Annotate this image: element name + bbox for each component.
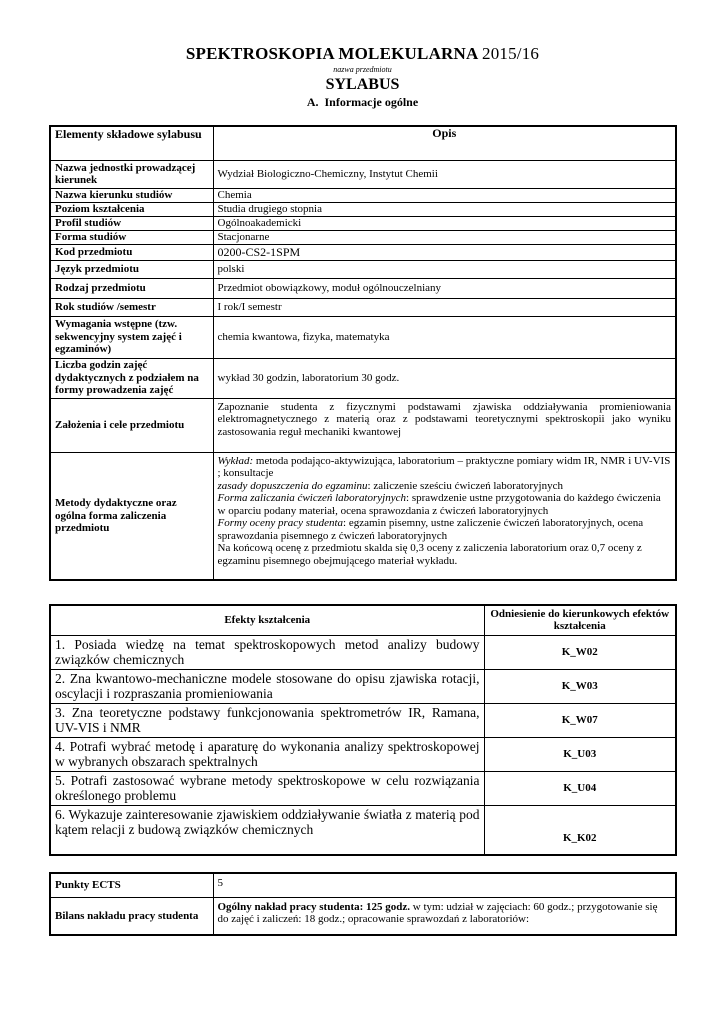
row-value: I rok/I semestr [213, 298, 676, 316]
row-label: Rok studiów /semestr [50, 298, 213, 316]
ects-points-value: 5 [213, 873, 676, 897]
table-row [50, 358, 676, 398]
table-row [50, 316, 676, 358]
row-value: Studia drugiego stopnia [213, 202, 676, 216]
row-label: Forma studiów [50, 230, 213, 244]
outcome-text: 6. Wykazuje zainteresowanie zjawiskiem oddziaływanie światła z materią pod kątem relacji z budową związków chemicznych [50, 805, 484, 855]
ects-points-label: Punkty ECTS [50, 873, 213, 897]
lecture-text: metoda podająco-aktywizująca, laboratorium – praktyczne pomiary widm IR, NMR i UV-VIS ; konsultacje [217, 454, 671, 479]
row-label: Profil studiów [50, 216, 213, 230]
row-label: Język przedmiotu [50, 260, 213, 278]
course-title-text: SPEKTROSKOPIA MOLEKULARNA [185, 44, 478, 63]
row-value: Wydział Biologiczno-Chemiczny, Instytut Chemii [213, 160, 676, 188]
exam-admission-text: : zaliczenie sześciu ćwiczeń laboratoryjnych [367, 479, 563, 492]
methods-description [213, 452, 676, 580]
lab-credit-text: : sprawdzenie ustne przygotowania do każdego ćwiczenia w oparciu podany materiał, ocena sprawozdania z ćwiczeń laboratoryjnych [217, 492, 661, 517]
final-grade-text: Na końcową ocenę z przedmiotu skalda się 0,3 oceny z zaliczenia laboratorium oraz 0,7 oceny z egzaminu pisemnego obejmującego materiał wykładu. [217, 542, 642, 567]
table-row [50, 278, 676, 298]
lecture-label: Wykład: [217, 454, 254, 467]
outcome-code: K_W03 [484, 669, 676, 703]
row-value: polski [213, 260, 676, 278]
row-label: Wymagania wstępne (tzw. sekwencyjny system zajęć i egzaminów) [50, 316, 213, 358]
table-row [50, 897, 676, 935]
row-value: Ogólnoakademicki [213, 216, 676, 230]
row-value: chemia kwantowa, fizyka, matematyka [213, 316, 676, 358]
row-value: Stacjonarne [213, 230, 676, 244]
header-elements: Elementy składowe sylabusu [50, 126, 213, 160]
row-value: wykład 30 godzin, laboratorium 30 godz. [213, 358, 676, 398]
table-row [50, 703, 676, 737]
table-row [50, 230, 676, 244]
row-label: Poziom kształcenia [50, 202, 213, 216]
outcome-code: K_U04 [484, 771, 676, 805]
row-value: Chemia [213, 188, 676, 202]
table-row [50, 260, 676, 278]
header-outcomes: Efekty kształcenia [50, 605, 484, 635]
table-header-row [50, 126, 676, 160]
outcome-code: K_W02 [484, 635, 676, 669]
workload-breakdown: w tym: udział w zajęciach: 60 godz.; przygotowanie się do zajęć i zaliczeń: 18 godz.; opracowanie sprawozdań z laboratoriów: [217, 900, 658, 925]
row-label: Nazwa jednostki prowadzącej kierunek [50, 160, 213, 188]
row-value: Zapoznanie studenta z fizycznymi podstawami zjawiska oddziaływania promieniowania elektromagnetycznego z materią oraz z podstawami teoretycznymi spektroskopii jako wyniku zastosowania reguł mechaniki kwantowej [213, 398, 676, 452]
table-row [50, 244, 676, 260]
course-name-note: nazwa przedmiotu [333, 65, 392, 74]
table-row [50, 737, 676, 771]
outcomes-header-row [50, 605, 676, 635]
document-type: SYLABUS [325, 76, 400, 93]
row-value: Przedmiot obowiązkowy, moduł ogólnouczelniany [213, 278, 676, 298]
lab-credit-label: Forma zaliczania ćwiczeń laboratoryjnych [217, 492, 407, 504]
methods-label: Metody dydaktyczne oraz ogólna forma zaliczenia przedmiotu [50, 452, 213, 580]
outcome-text: 4. Potrafi wybrać metodę i aparaturę do wykonania analizy spektroskopowej w wybranych obszarach spektralnych [50, 737, 484, 771]
row-label: Rodzaj przedmiotu [50, 278, 213, 298]
methods-row [50, 452, 676, 580]
row-label: Kod przedmiotu [50, 244, 213, 260]
outcome-code: K_K02 [484, 805, 676, 855]
outcome-text: 2. Zna kwantowo-mechaniczne modele stosowane do opisu zjawiska rotacji, oscylacji i rozpraszania promieniowania [50, 669, 484, 703]
table-row [50, 202, 676, 216]
table-row [50, 669, 676, 703]
table-row [50, 398, 676, 452]
workload-total: Ogólny nakład pracy studenta: 125 godz. [217, 900, 411, 913]
row-label: Liczba godzin zajęć dydaktycznych z podziałem na formy prowadzenia zajęć [50, 358, 213, 398]
section-title: A. Informacje ogólne [306, 95, 419, 109]
table-row [50, 160, 676, 188]
row-label: Nazwa kierunku studiów [50, 188, 213, 202]
table-row [50, 873, 676, 897]
table-row [50, 771, 676, 805]
header-description: Opis [213, 126, 676, 160]
row-value: 0200-CS2-1SPM [213, 244, 676, 260]
table-row [50, 805, 676, 855]
outcome-text: 1. Posiada wiedzę na temat spektroskopowych metod analizy budowy związków chemicznych [50, 635, 484, 669]
outcome-text: 3. Zna teoretyczne podstawy funkcjonowania spektrometrów IR, Ramana, UV-VIS i NMR [50, 703, 484, 737]
assessment-text: : egzamin pisemny, ustne zaliczenie ćwiczeń laboratoryjnych, ocena sprawozdania pisemnego z ćwiczeń laboratoryjnych [217, 517, 644, 542]
workload-description [213, 897, 676, 935]
outcome-text: 5. Potrafi zastosować wybrane metody spektroskopowe w celu rozwiązania określonego problemu [50, 771, 484, 805]
workload-label: Bilans nakładu pracy studenta [50, 897, 213, 935]
academic-year: 2015/16 [482, 44, 540, 63]
table-row [50, 216, 676, 230]
course-title [0, 44, 725, 64]
learning-outcomes-table [49, 604, 677, 856]
outcome-code: K_U03 [484, 737, 676, 771]
exam-admission-label: zasady dopuszczenia do egzaminu [217, 479, 368, 492]
header-reference: Odniesienie do kierunkowych efektów kształcenia [484, 605, 676, 635]
assessment-label: Formy oceny pracy studenta [217, 517, 344, 529]
table-row [50, 635, 676, 669]
table-row [50, 298, 676, 316]
outcome-code: K_W07 [484, 703, 676, 737]
table-row [50, 188, 676, 202]
general-info-table [49, 125, 677, 581]
ects-table [49, 872, 677, 936]
row-label: Założenia i cele przedmiotu [50, 398, 213, 452]
